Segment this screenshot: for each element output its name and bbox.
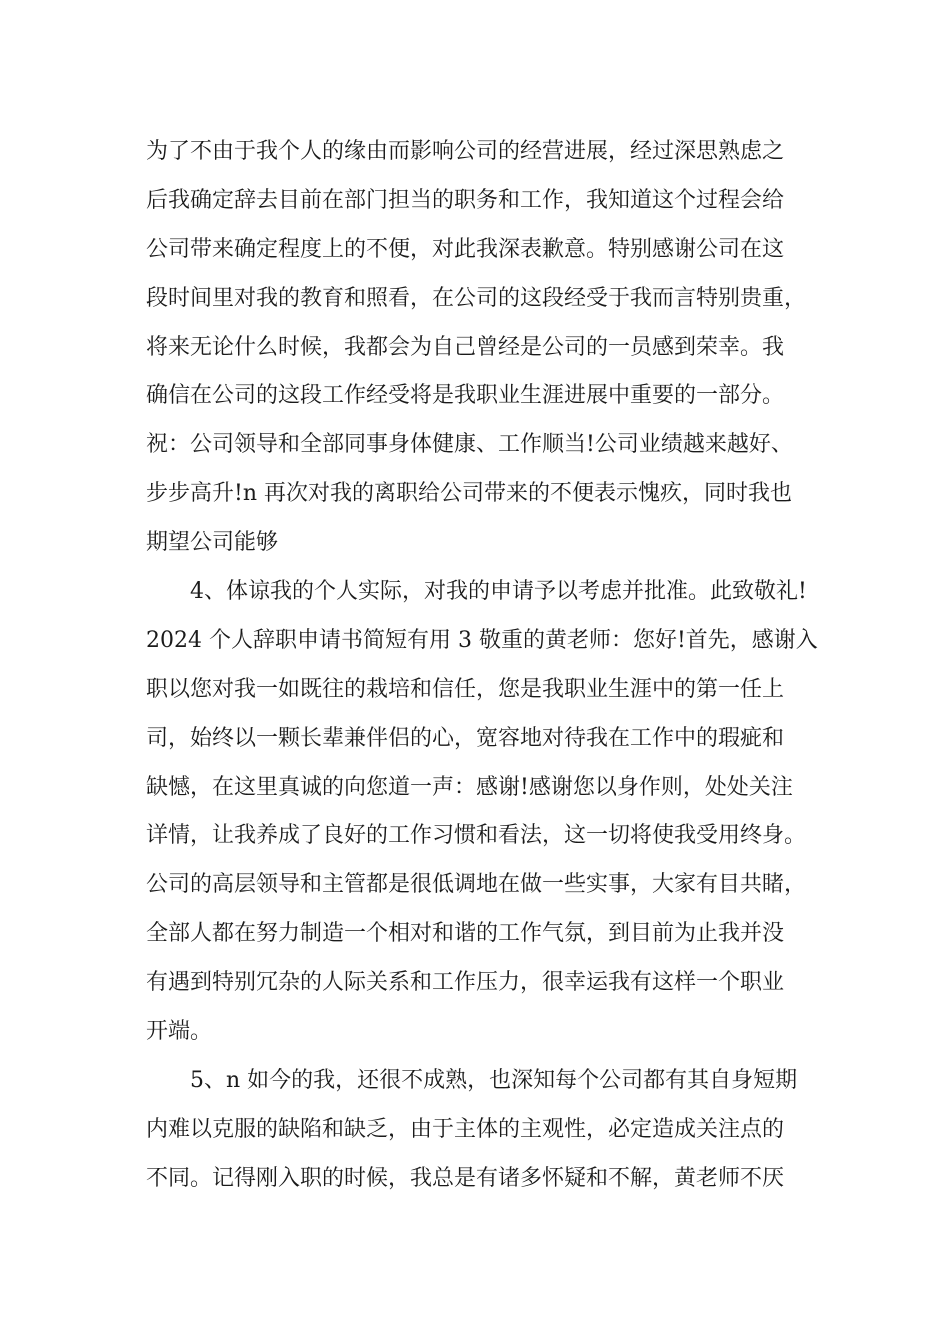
text-line: 公司带来确定程度上的不便，对此我深表歉意。特别感谢公司在这 [146, 236, 785, 262]
text-line: 缺憾，在这里真诚的向您道一声：感谢!感谢您以身作则，处处关注 [146, 774, 793, 800]
text-line: 公司的高层领导和主管都是很低调地在做一些实事，大家有目共睹， [146, 872, 807, 898]
paragraph-4-first-line: 4、体谅我的个人实际，对我的申请予以考虑并批准。此致敬礼! [190, 579, 807, 605]
text-line: 期望公司能够 [146, 530, 279, 556]
text-line: 步步高升!n 再次对我的离职给公司带来的不便表示愧疚，同时我也 [146, 481, 793, 507]
text-line: 不同。记得刚入职的时候，我总是有诸多怀疑和不解，黄老师不厌 [146, 1165, 785, 1191]
document-body [146, 128, 836, 1204]
text-line: 后我确定辞去目前在部门担当的职务和工作，我知道这个过程会给 [146, 187, 785, 213]
paragraph-5-first-line: 5、n 如今的我，还很不成熟，也深知每个公司都有其自身短期 [190, 1067, 798, 1093]
text-line: 段时间里对我的教育和照看，在公司的这段经受于我而言特别贵重， [146, 285, 807, 311]
text-line: 有遇到特别冗杂的人际关系和工作压力，很幸运我有这样一个职业 [146, 970, 785, 996]
text-line: 职以您对我一如既往的栽培和信任，您是我职业生涯中的第一任上 [146, 676, 785, 702]
text-line: 确信在公司的这段工作经受将是我职业生涯进展中重要的一部分。 [146, 383, 785, 409]
text-line: 祝：公司领导和全部同事身体健康、工作顺当!公司业绩越来越好、 [146, 432, 793, 458]
text-line: 开端。 [146, 1019, 213, 1045]
text-line: 详情，让我养成了良好的工作习惯和看法，这一切将使我受用终身。 [146, 823, 807, 849]
text-line: 2024 个人辞职申请书简短有用 3 敬重的黄老师：您好!首先，感谢入 [146, 627, 818, 653]
text-line: 司，始终以一颗长辈兼伴侣的心，宽容地对待我在工作中的瑕疵和 [146, 725, 785, 751]
text-line: 全部人都在努力制造一个相对和谐的工作气氛，到目前为止我并没 [146, 921, 785, 947]
text-line: 将来无论什么时候，我都会为自己曾经是公司的一员感到荣幸。我 [146, 334, 785, 360]
text-line: 内难以克服的缺陷和缺乏，由于主体的主观性，必定造成关注点的 [146, 1116, 785, 1142]
text-line: 为了不由于我个人的缘由而影响公司的经营进展，经过深思熟虑之 [146, 139, 785, 164]
